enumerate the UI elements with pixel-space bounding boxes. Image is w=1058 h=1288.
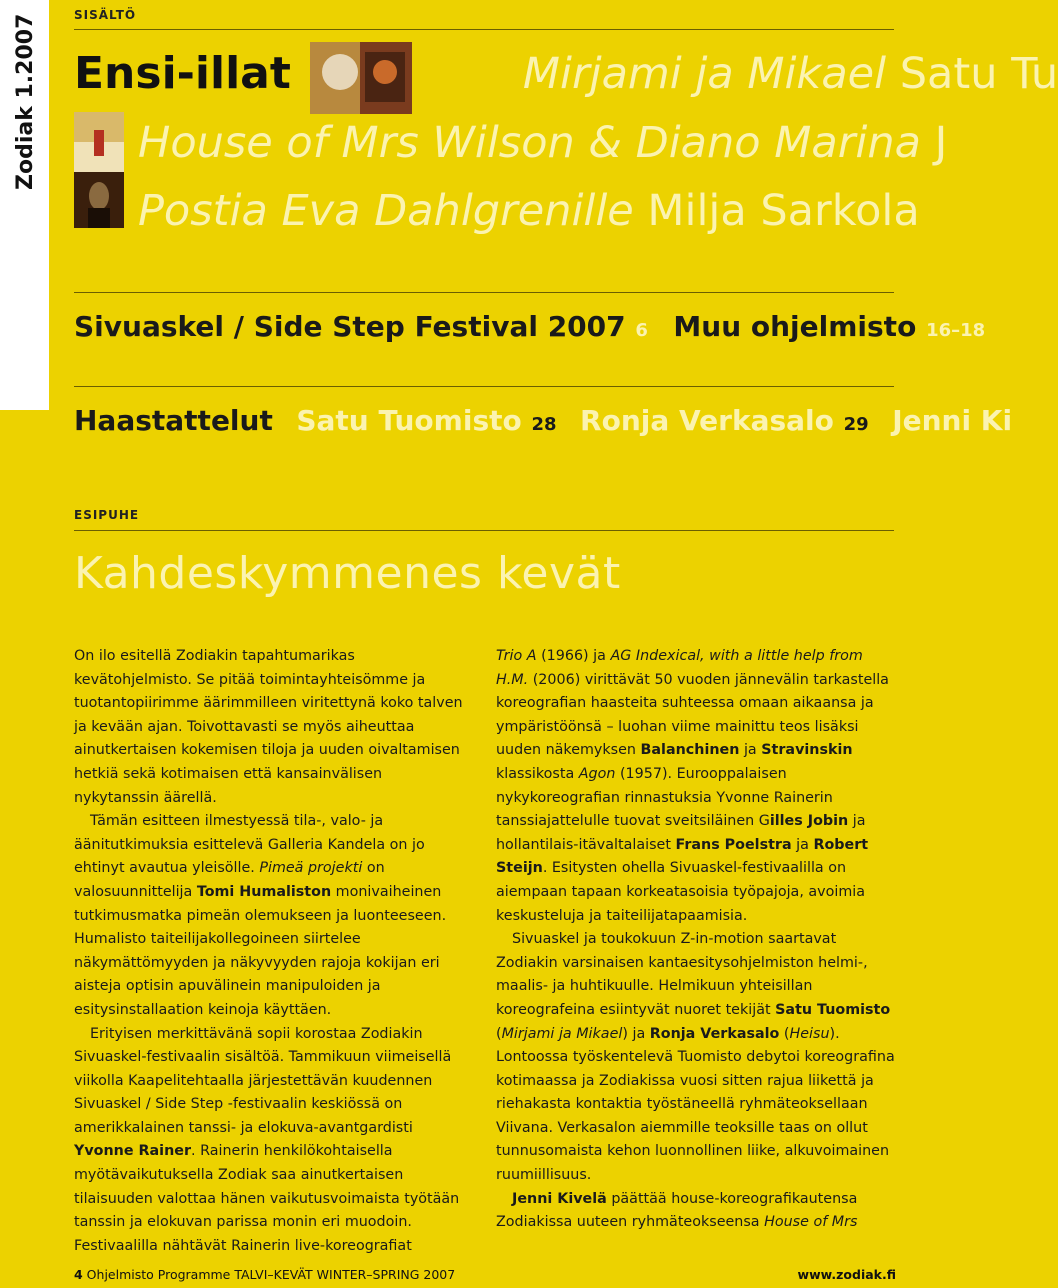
interview-2-page: 29 (843, 414, 869, 435)
interview-1-page: 28 (531, 414, 557, 435)
interview-1-link[interactable]: Satu Tuomisto (296, 404, 522, 437)
preface-label: ESIPUHE (74, 508, 140, 522)
premiere-line-2 (138, 118, 947, 168)
page-number: 4 (74, 1267, 83, 1282)
paragraph: Erityisen merkittävänä sopii korostaa Zodiakin Sivuaskel-festivaalin sisältöä. Tammikuun viimeisellä viikolla Kaapelitehtaalla järjestettävän kuudennen Sivuaskel / Side Step -festivaalin keskiössä on amerikkalainen tanssi- ja elokuva-avantgardisti Yvonne Rainer. Rainerin henkilökohtaisella myötävaikutuksella Zodiak saa ainutkertaisen tilaisuuden valottaa hänen vaikutusvoimaista työtään tanssin ja elokuvan parissa monin eri muodoin. Festivaalilla nähtävät Rainerin live-koreografiat (74, 1025, 460, 1254)
paragraph: Tämän esitteen ilmestyessä tila-, valo- ja äänitutkimuksia esittelevä Galleria Kandela on jo ehtinyt avautua yleisölle. Pimeä projekti on valosuunnittelija Tomi Humaliston monivaiheinen tutkimusmatka pimeän olemukseen ja luonteeseen. Humalisto taiteilijakollegoineen siirtelee näkymättömyyden ja näkyvyyden rajoja kokijan eri aisteja optisin apuvälinein manipuloiden ja esitysinstallaation keinoja käyttäen. (74, 813, 447, 1018)
premiere-artist-1: Satu Tu (886, 49, 1058, 99)
premiere-artist-3: Milja Sarkola (633, 186, 920, 236)
website-link[interactable]: www.zodiak.fi (797, 1267, 896, 1282)
paragraph: Trio A (1966) ja AG Indexical, with a little help from H.M. (2006) virittävät 50 vuoden jännevälin tarkastella koreografian haasteita suhteessa omaan aikaansa ja ympäristöönsä – luohan viime mainittu teos lisäksi uuden näkemyksen Balanchinen ja Stravinskin klassikosta Agon (1957). Eurooppalaisen nykykoreografian rinnastuksia Yvonne Rainerin tanssiajattelulle tuovat sveitsiläinen Gilles Jobin ja hollantilais-itävaltalaiset Frans Poelstra ja Robert Steijn. Esitysten ohella Sivuaskel-festivaalilla on aiempaan tapaan korkeatasoisia työpajoja, avoimia keskusteluja ja taiteilijatapaamisia. (496, 648, 889, 924)
other-program-link[interactable]: Muu ohjelmisto (673, 310, 917, 343)
footer-text: Ohjelmisto Programme TALVI–KEVÄT WINTER–SPRING 2007 (82, 1267, 456, 1282)
body-column-left (74, 645, 470, 1258)
preface-title: Kahdeskymmenes kevät (74, 548, 621, 599)
festival-nav-line (74, 310, 985, 343)
paragraph: Jenni Kivelä päättää house-koreografikautensa Zodiakissa uuteen ryhmäteokseensa House of Mrs (496, 1190, 858, 1231)
premiere-line-3 (138, 186, 920, 236)
divider (74, 386, 894, 387)
premiere-artist-2: J (920, 118, 948, 168)
premieres-heading: Ensi-illat (74, 48, 291, 99)
interview-2-link[interactable]: Ronja Verkasalo (580, 404, 834, 437)
interviews-heading: Haastattelut (74, 404, 273, 437)
interview-3-link[interactable]: Jenni Ki (892, 404, 1013, 437)
issue-side-tab (0, 0, 49, 410)
festival-link[interactable]: Sivuaskel / Side Step Festival 2007 (74, 310, 626, 343)
premiere-work-3: Postia Eva Dahlgrenille (138, 186, 634, 236)
issue-label: Zodiak 1.2007 (13, 13, 38, 190)
premiere-photo-3 (74, 172, 124, 228)
paragraph: Sivuaskel ja toukokuun Z-in-motion saartavat Zodiakin varsinaisen kantaesitysohjelmiston helmi-, maalis- ja huhtikuulle. Helmikuun yhteisillan koreografeina esiintyvät nuoret tekijät Satu Tuomisto (Mirjami ja Mikael) ja Ronja Verkasalo (Heisu). Lontoossa työskentelevä Tuomisto debytoi koreografina kotimaassa ja Zodiakissa vuosi sitten rajua liikettä ja riehakasta kontaktia työstäneellä ryhmäteoksellaan Viivana. Verkasalon aiemmille teoksille taas on ollut tunnusomaista kehon luonnollinen liike, alkuvoimainen ruumiillisuus. (496, 931, 895, 1184)
divider (74, 530, 894, 531)
page-footer (74, 1267, 455, 1282)
premiere-work-2: House of Mrs Wilson & Diano Marina (138, 118, 921, 168)
other-program-pages: 16–18 (926, 320, 986, 341)
interviews-nav-line (74, 404, 1012, 437)
premiere-work-1: Mirjami ja Mikael (522, 49, 887, 99)
divider (74, 29, 894, 30)
body-column-right (496, 645, 896, 1235)
divider (74, 292, 894, 293)
paragraph: On ilo esitellä Zodiakin tapahtumarikas kevätohjelmisto. Se pitää toimintayhteisömme ja tuotantopiirimme äärimmilleen viritettynä koko talven ja kevään ajan. Toivottavasti se myös aiheuttaa ainutkertaisen kokemisen tiloja ja uuden oivaltamisen hetkiä sekä kotimaisen että kansainvälisen nykytanssin äärellä. (74, 648, 463, 806)
festival-page: 6 (635, 320, 648, 341)
premiere-photo-2 (74, 112, 124, 172)
contents-label: SISÄLTÖ (74, 8, 137, 22)
premiere-line-1 (74, 48, 1058, 99)
